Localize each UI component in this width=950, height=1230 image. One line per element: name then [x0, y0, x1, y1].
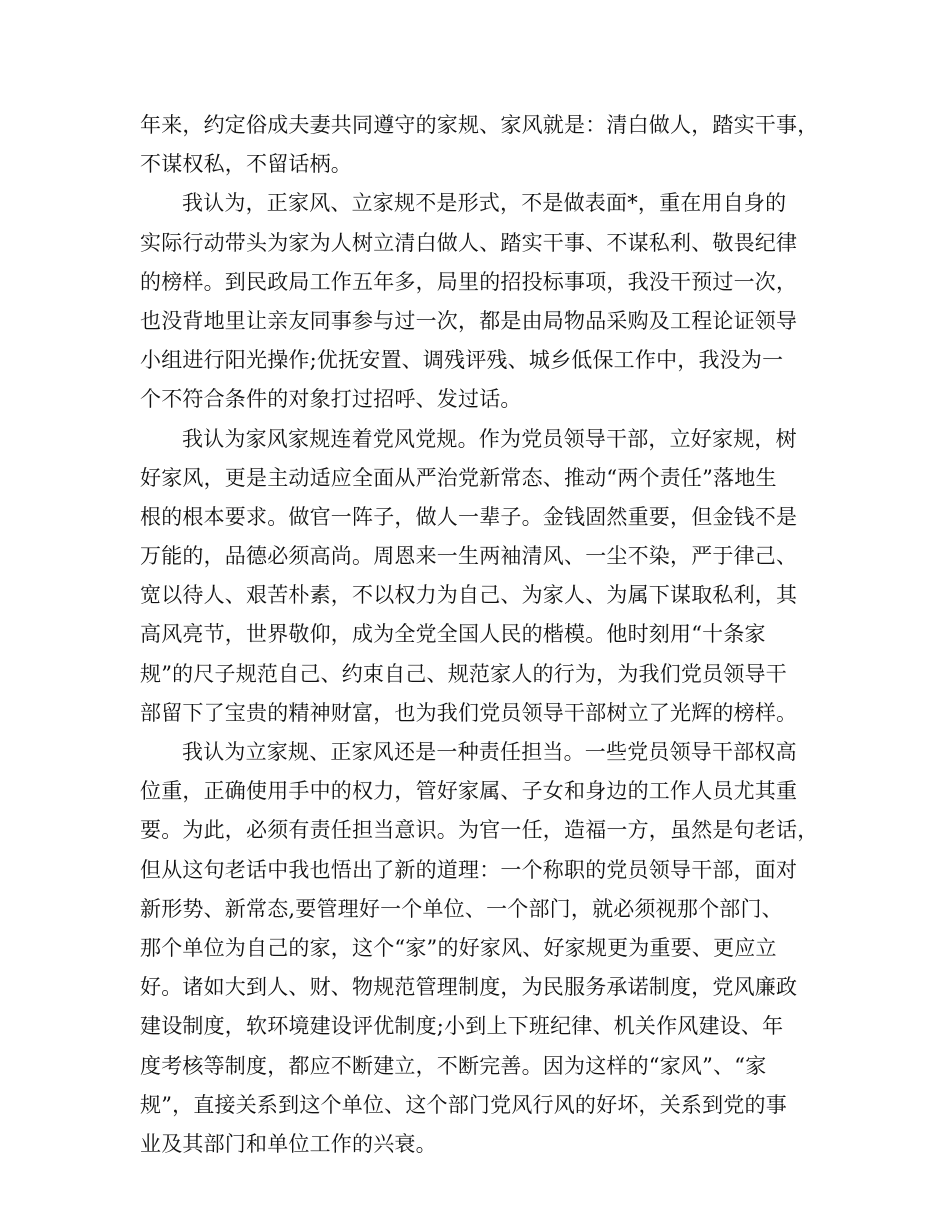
text-line: 不谋权私，不留话柄。	[140, 152, 352, 177]
text-line: 小组进行阳光操作;优抚安置、调残评残、城乡低保工作中，我没为一	[140, 348, 784, 373]
paragraph-1	[140, 106, 820, 184]
text-line: 部留下了宝贵的精神财富，也为我们党员领导干部树立了光辉的榜样。	[140, 700, 798, 725]
text-line: 度考核等制度，都应不断建立，不断完善。因为这样的“家风”、“家	[140, 1053, 767, 1078]
paragraph-3	[140, 420, 820, 734]
text-line: 个不符合条件的对象打过招呼、发过话。	[140, 387, 522, 412]
text-line: 规”的尺子规范自己、约束自己、规范家人的行为，为我们党员领导干	[140, 661, 787, 686]
document-body	[140, 106, 820, 1164]
text-line: 业及其部门和单位工作的兴衰。	[140, 1131, 437, 1156]
text-line: 也没背地里让亲友同事参与过一次，都是由局物品采购及工程论证领导	[140, 308, 798, 333]
text-line: 要。为此，必须有责任担当意识。为官一任，造福一方，虽然是句老话，	[140, 818, 819, 843]
text-line: 我认为，正家风、立家规不是形式，不是做表面*，重在用自身的	[182, 191, 787, 216]
paragraph-2	[140, 184, 820, 419]
text-line: 万能的，品德必须高尚。周恩来一生两袖清风、一尘不染，严于律己、	[140, 544, 798, 569]
text-line: 好家风，更是主动适应全面从严治党新常态、推动“两个责任”落地生	[140, 465, 777, 490]
text-line: 的榜样。到民政局工作五年多，局里的招投标事项，我没干预过一次，	[140, 269, 798, 294]
text-line: 根的根本要求。做官一阵子，做人一辈子。金钱固然重要，但金钱不是	[140, 504, 798, 529]
text-line: 宽以待人、艰苦朴素，不以权力为自己、为家人、为属下谋取私利，其	[140, 583, 798, 608]
paragraph-4	[140, 733, 820, 1164]
text-line: 高风亮节，世界敬仰，成为全党全国人民的楷模。他时刻用“十条家	[140, 622, 766, 647]
text-line: 那个单位为自己的家，这个“家”的好家风、好家规更为重要、更应立	[140, 935, 777, 960]
text-line: 规”，直接关系到这个单位、这个部门党风行风的好坏，关系到党的事	[140, 1092, 787, 1117]
text-line: 建设制度，软环境建设评优制度;小到上下班纪律、机关作风建设、年	[140, 1014, 784, 1039]
text-line: 我认为立家规、正家风还是一种责任担当。一些党员领导干部权高	[182, 740, 797, 764]
text-line: 实际行动带头为家为人树立清白做人、踏实干事、不谋私利、敬畏纪律	[140, 230, 798, 255]
text-line: 位重，正确使用手中的权力，管好家属、子女和身边的工作人员尤其重	[140, 779, 798, 804]
text-line: 新形势、新常态,要管理好一个单位、一个部门，就必须视那个部门、	[140, 896, 783, 921]
text-line: 我认为家风家规连着党风党规。作为党员领导干部，立好家规，树	[182, 426, 797, 451]
text-line: 年来，约定俗成夫妻共同遵守的家规、家风就是：清白做人，踏实干事，	[140, 113, 819, 137]
text-line: 好。诸如大到人、财、物规范管理制度，为民服务承诺制度，党风廉政	[140, 975, 798, 1000]
text-line: 但从这句老话中我也悟出了新的道理：一个称职的党员领导干部，面对	[140, 857, 798, 882]
